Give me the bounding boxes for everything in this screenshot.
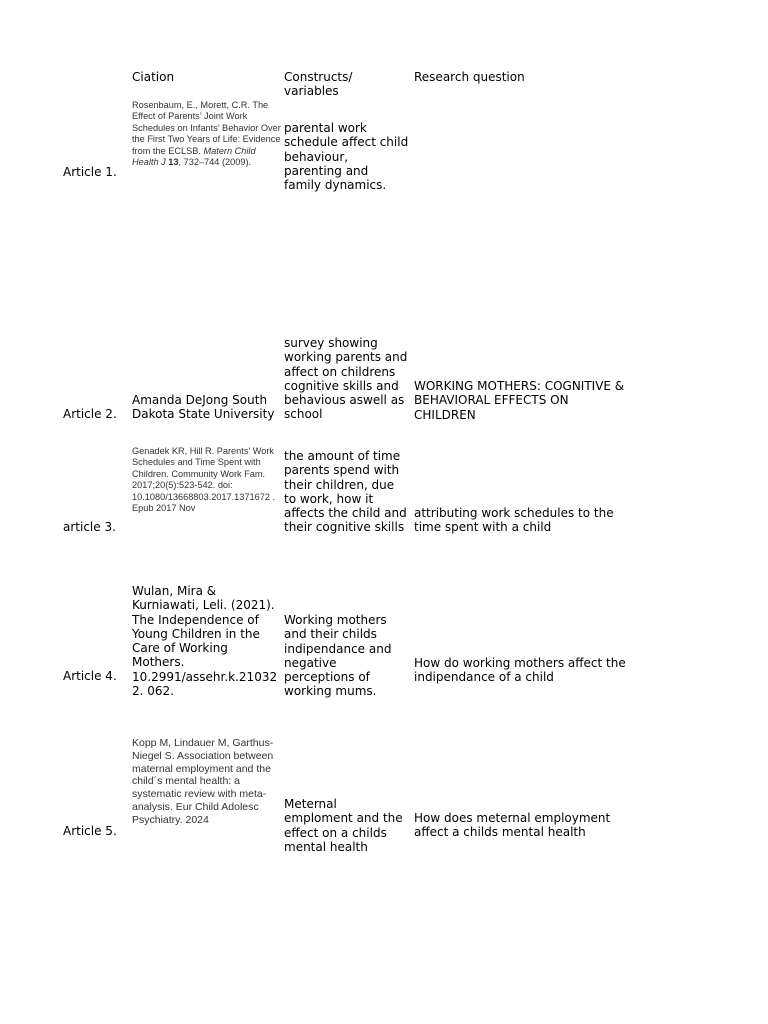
- citation-pages: , 732–744 (2009).: [178, 157, 252, 168]
- research-question-cell: How does meternal employment affect a childs mental health: [414, 811, 611, 840]
- volume-number: 13: [168, 157, 179, 168]
- citation-cell: Kopp M, Lindauer M, Garthus-Niegel S. Association between maternal employment and the child´s mental health: a systematic review with meta-analysis. Eur Child Adolesc Psychiatry. 2024: [132, 737, 274, 826]
- constructs-cell: survey showing working parents and affect on childrens cognitive skills and behavious aswell as school: [284, 336, 408, 422]
- header-research-question: Research question: [414, 70, 525, 84]
- citation-text: Rosenbaum, E., Morett, C.R. The Effect of Parents’ Joint Work Schedules on Infants’ Behavior Over the First Two Years of Life: Evidence from the ECLSB.: [132, 100, 281, 156]
- constructs-cell: Working mothers and their childs indipendance and negative perceptions of working mums.: [284, 613, 392, 699]
- article-label: Article 5.: [63, 824, 117, 838]
- constructs-cell: parental work schedule affect child behaviour, parenting and family dynamics.: [284, 121, 409, 193]
- article-label: article 3.: [63, 520, 116, 534]
- article-label: Article 2.: [63, 407, 117, 421]
- article-label: Article 1.: [63, 164, 117, 179]
- citation-cell: [132, 100, 284, 168]
- article-label: Article 4.: [63, 669, 117, 683]
- citation-cell: Genadek KR, Hill R. Parents' Work Schedules and Time Spent with Children. Community Work Fam. 2017;20(5):523-542. doi: 10.1080/13668803.2017.1371672 . Epub 2017 Nov: [132, 446, 276, 514]
- header-constructs: Constructs/ variables: [284, 70, 353, 99]
- header-citation: Ciation: [132, 70, 175, 84]
- research-question-cell: WORKING MOTHERS: COGNITIVE & BEHAVIORAL EFFECTS ON CHILDREN: [414, 379, 625, 422]
- citation-cell: Amanda DeJong South Dakota State University: [132, 393, 275, 422]
- journal-name: Matern Child Health J: [132, 145, 256, 168]
- constructs-cell: the amount of time parents spend with their children, due to work, how it affects the child and their cognitive skills: [284, 449, 407, 535]
- citation-cell: Wulan, Mira & Kurniawati, Leli. (2021). The Independence of Young Children in the Care of Working Mothers. 10.2991/assehr.k.210322. 062.: [132, 584, 278, 699]
- constructs-cell: Meternal emploment and the effect on a childs mental health: [284, 797, 403, 854]
- research-question-cell: How do working mothers affect the indipendance of a child: [414, 656, 626, 685]
- research-question-cell: attributing work schedules to the time spent with a child: [414, 506, 614, 535]
